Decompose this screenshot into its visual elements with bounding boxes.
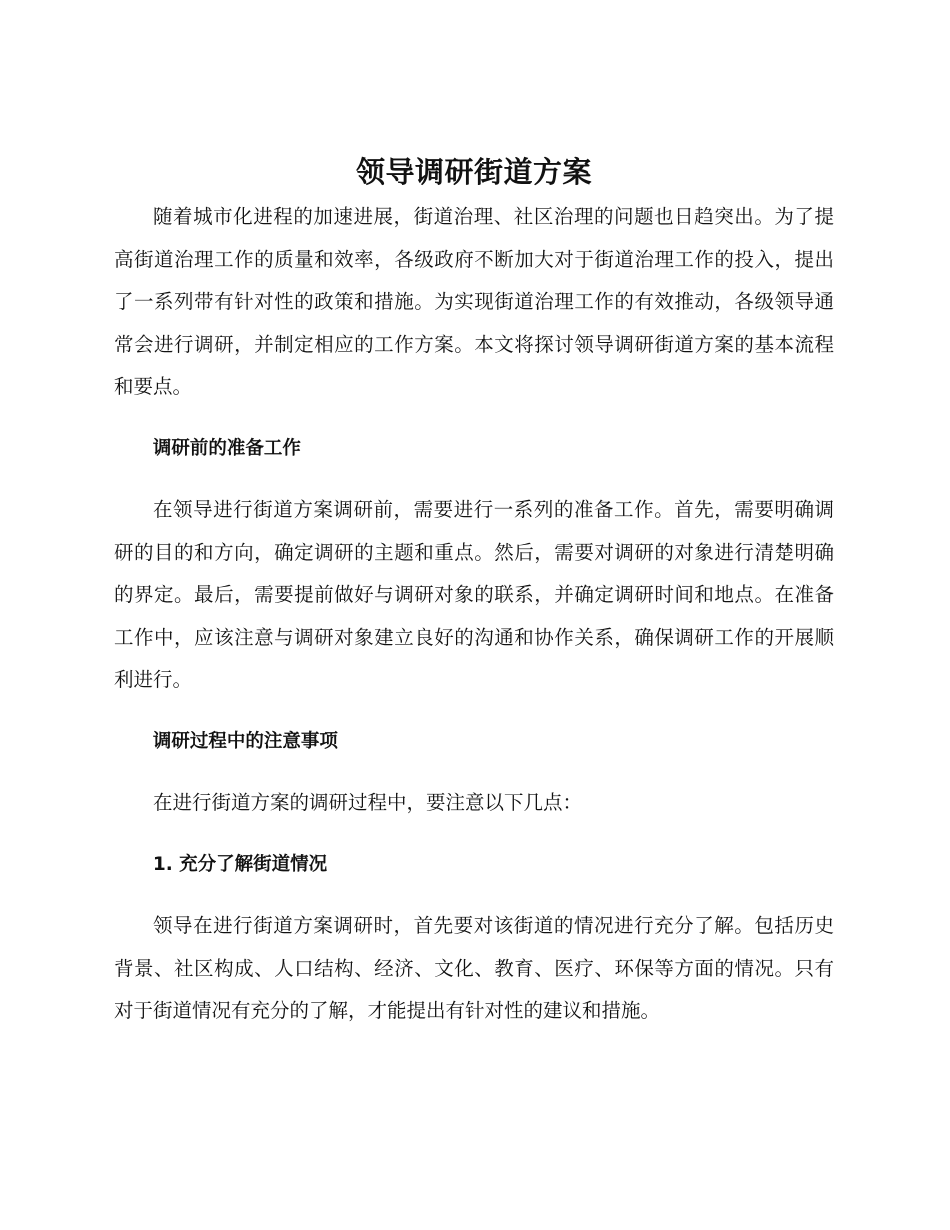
spacer: [114, 886, 834, 905]
document-title: 领导调研街道方案: [355, 155, 592, 189]
spacer: [114, 470, 834, 489]
section-heading-notes: 调研过程中的注意事项: [152, 730, 338, 752]
preparation-paragraph: 在领导进行街道方案调研前，需要进行一系列的准备工作。首先，需要明确调研的目的和方向，确定调研的主题和重点。然后，需要对调研的对象进行清楚明确的界定。最后，需要提前做好与调研对象的联系，并确定调研时间和地点。在准备工作中，应该注意与调研对象建立良好的沟通和协作关系，确保调研工作的开展顺利进行。: [114, 498, 834, 691]
spacer: [114, 763, 834, 782]
spacer: [114, 702, 834, 721]
spacer: [114, 409, 834, 428]
point-heading-1: 1. 充分了解街道情况: [152, 853, 328, 875]
point1-paragraph: 领导在进行街道方案调研时，首先要对该街道的情况进行充分了解。包括历史背景、社区构成、人口结构、经济、文化、教育、医疗、环保等方面的情况。只有对于街道情况有充分的了解，才能提出有针对性的建议和措施。: [114, 914, 834, 1022]
spacer: [114, 825, 834, 844]
document-page: [114, 148, 834, 1033]
section-heading-preparation: 调研前的准备工作: [152, 437, 301, 459]
notes-intro-paragraph: 在进行街道方案的调研过程中，要注意以下几点：: [153, 791, 583, 814]
intro-paragraph: 随着城市化进程的加速进展，街道治理、社区治理的问题也日趋突出。为了提高街道治理工作的质量和效率，各级政府不断加大对于街道治理工作的投入，提出了一系列带有针对性的政策和措施。为实现街道治理工作的有效推动，各级领导通常会进行调研，并制定相应的工作方案。本文将探讨领导调研街道方案的基本流程和要点。: [114, 205, 834, 398]
